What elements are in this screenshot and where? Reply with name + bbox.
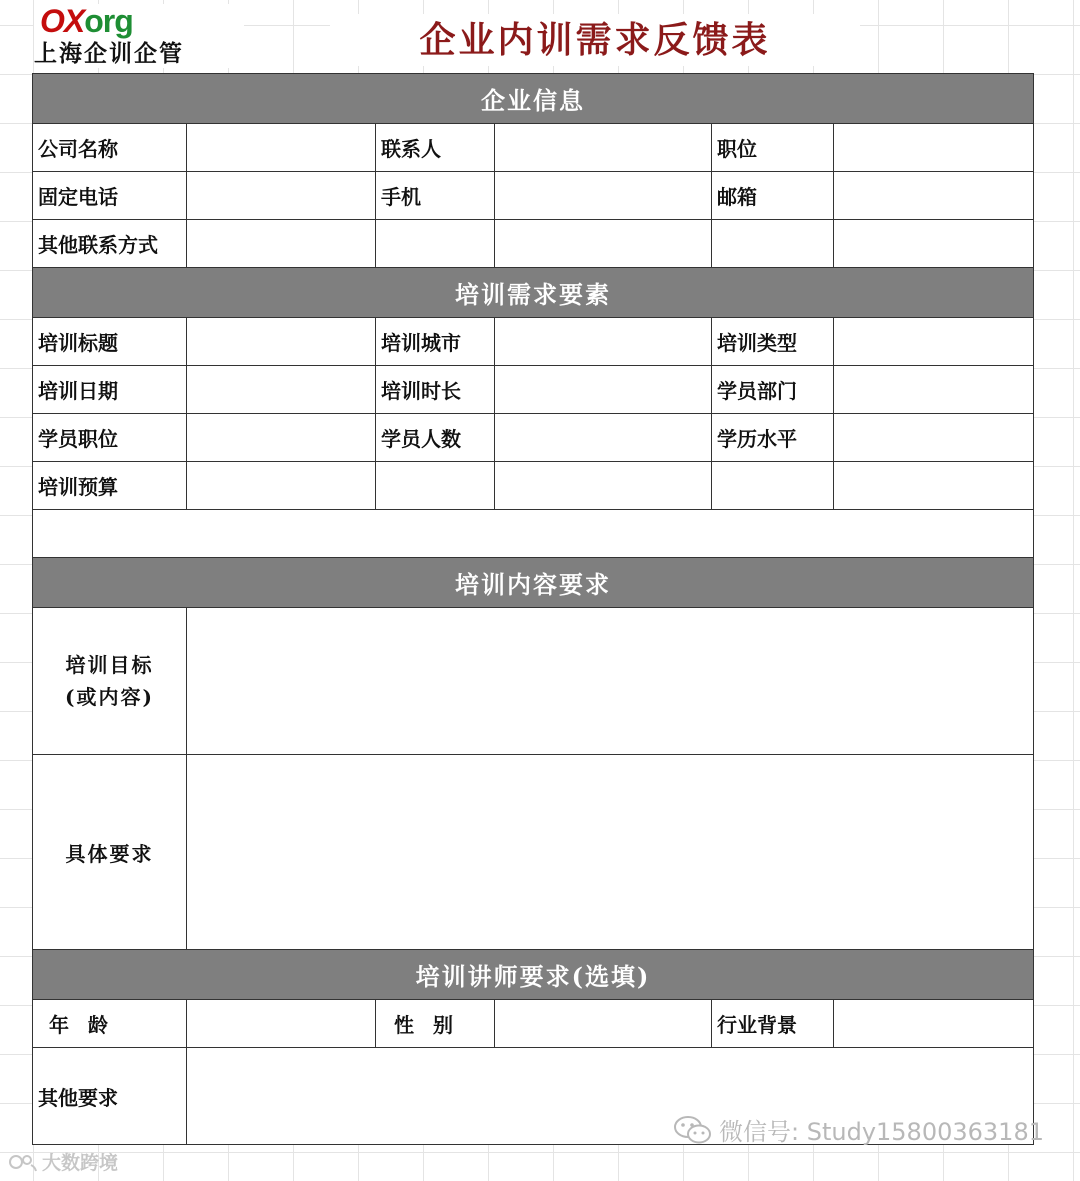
input-student-department[interactable] (834, 366, 1034, 414)
feedback-form-table (32, 73, 1034, 1145)
brand-icon (8, 1151, 38, 1173)
label-email: 邮箱 (712, 172, 834, 220)
label-age: 年 龄 (33, 1000, 187, 1048)
logo-company-name: 上海企训企管 (34, 41, 184, 67)
table-row (33, 608, 1034, 755)
logo-mark-org: org (84, 3, 133, 39)
section-header-row (33, 268, 1034, 318)
label-gender: 性 别 (376, 1000, 495, 1048)
wechat-icon (673, 1114, 713, 1146)
empty-cell[interactable] (712, 220, 834, 268)
label-industry-background: 行业背景 (712, 1000, 834, 1048)
spacer-cell (33, 510, 1034, 558)
table-row (33, 318, 1034, 366)
empty-cell[interactable] (495, 462, 712, 510)
label-training-goal-line1: 培训目标 (65, 653, 154, 677)
label-phone: 固定电话 (33, 172, 187, 220)
label-company-name: 公司名称 (33, 124, 187, 172)
input-training-goal[interactable] (187, 608, 1034, 755)
input-education-level[interactable] (834, 414, 1034, 462)
label-training-duration: 培训时长 (376, 366, 495, 414)
label-training-budget: 培训预算 (33, 462, 187, 510)
empty-cell[interactable] (376, 462, 495, 510)
section-header-row (33, 950, 1034, 1000)
table-row (33, 220, 1034, 268)
input-industry-background[interactable] (834, 1000, 1034, 1048)
input-gender[interactable] (495, 1000, 712, 1048)
label-training-city: 培训城市 (376, 318, 495, 366)
table-row (33, 172, 1034, 220)
section-header-row (33, 74, 1034, 124)
input-specific-requirements[interactable] (187, 755, 1034, 950)
input-other-contact[interactable] (187, 220, 376, 268)
section-company-info: 企业信息 (33, 74, 1034, 124)
input-training-title[interactable] (187, 318, 376, 366)
input-position[interactable] (834, 124, 1034, 172)
label-other-contact: 其他联系方式 (33, 220, 187, 268)
section-trainer-requirements: 培训讲师要求(选填) (33, 950, 1034, 1000)
empty-cell[interactable] (712, 462, 834, 510)
empty-cell[interactable] (376, 220, 495, 268)
wechat-watermark (673, 1112, 1044, 1147)
spacer-row (33, 510, 1034, 558)
label-training-date: 培训日期 (33, 366, 187, 414)
empty-cell[interactable] (834, 462, 1034, 510)
logo-mark (40, 3, 133, 39)
input-age[interactable] (187, 1000, 376, 1048)
input-company-name[interactable] (187, 124, 376, 172)
input-training-type[interactable] (834, 318, 1034, 366)
input-training-budget[interactable] (187, 462, 376, 510)
label-contact: 联系人 (376, 124, 495, 172)
input-student-position[interactable] (187, 414, 376, 462)
label-specific-requirements: 具体要求 (33, 755, 187, 950)
input-mobile[interactable] (495, 172, 712, 220)
empty-cell[interactable] (495, 220, 712, 268)
empty-cell[interactable] (834, 220, 1034, 268)
label-student-count: 学员人数 (376, 414, 495, 462)
label-mobile: 手机 (376, 172, 495, 220)
input-training-duration[interactable] (495, 366, 712, 414)
input-email[interactable] (834, 172, 1034, 220)
company-logo (34, 4, 244, 68)
label-training-type: 培训类型 (712, 318, 834, 366)
input-training-date[interactable] (187, 366, 376, 414)
input-phone[interactable] (187, 172, 376, 220)
input-student-count[interactable] (495, 414, 712, 462)
label-student-position: 学员职位 (33, 414, 187, 462)
section-header-row (33, 558, 1034, 608)
logo-mark-ox: OX (40, 3, 85, 39)
label-position: 职位 (712, 124, 834, 172)
section-training-content: 培训内容要求 (33, 558, 1034, 608)
section-requirements: 培训需求要素 (33, 268, 1034, 318)
table-row (33, 414, 1034, 462)
brand-text: 大数跨境 (42, 1152, 119, 1174)
label-student-department: 学员部门 (712, 366, 834, 414)
page-title: 企业内训需求反馈表 (330, 14, 860, 66)
input-contact[interactable] (495, 124, 712, 172)
label-training-goal-line2: (或内容) (65, 685, 154, 709)
table-row (33, 755, 1034, 950)
table-row (33, 366, 1034, 414)
brand-watermark (8, 1148, 118, 1175)
table-row (33, 1000, 1034, 1048)
label-other-requirements: 其他要求 (33, 1048, 187, 1145)
label-education-level: 学历水平 (712, 414, 834, 462)
input-training-city[interactable] (495, 318, 712, 366)
wechat-id-text: 微信号: Study15800363181 (719, 1118, 1044, 1146)
label-training-title: 培训标题 (33, 318, 187, 366)
table-row (33, 124, 1034, 172)
table-row (33, 462, 1034, 510)
label-training-goal (33, 608, 187, 755)
